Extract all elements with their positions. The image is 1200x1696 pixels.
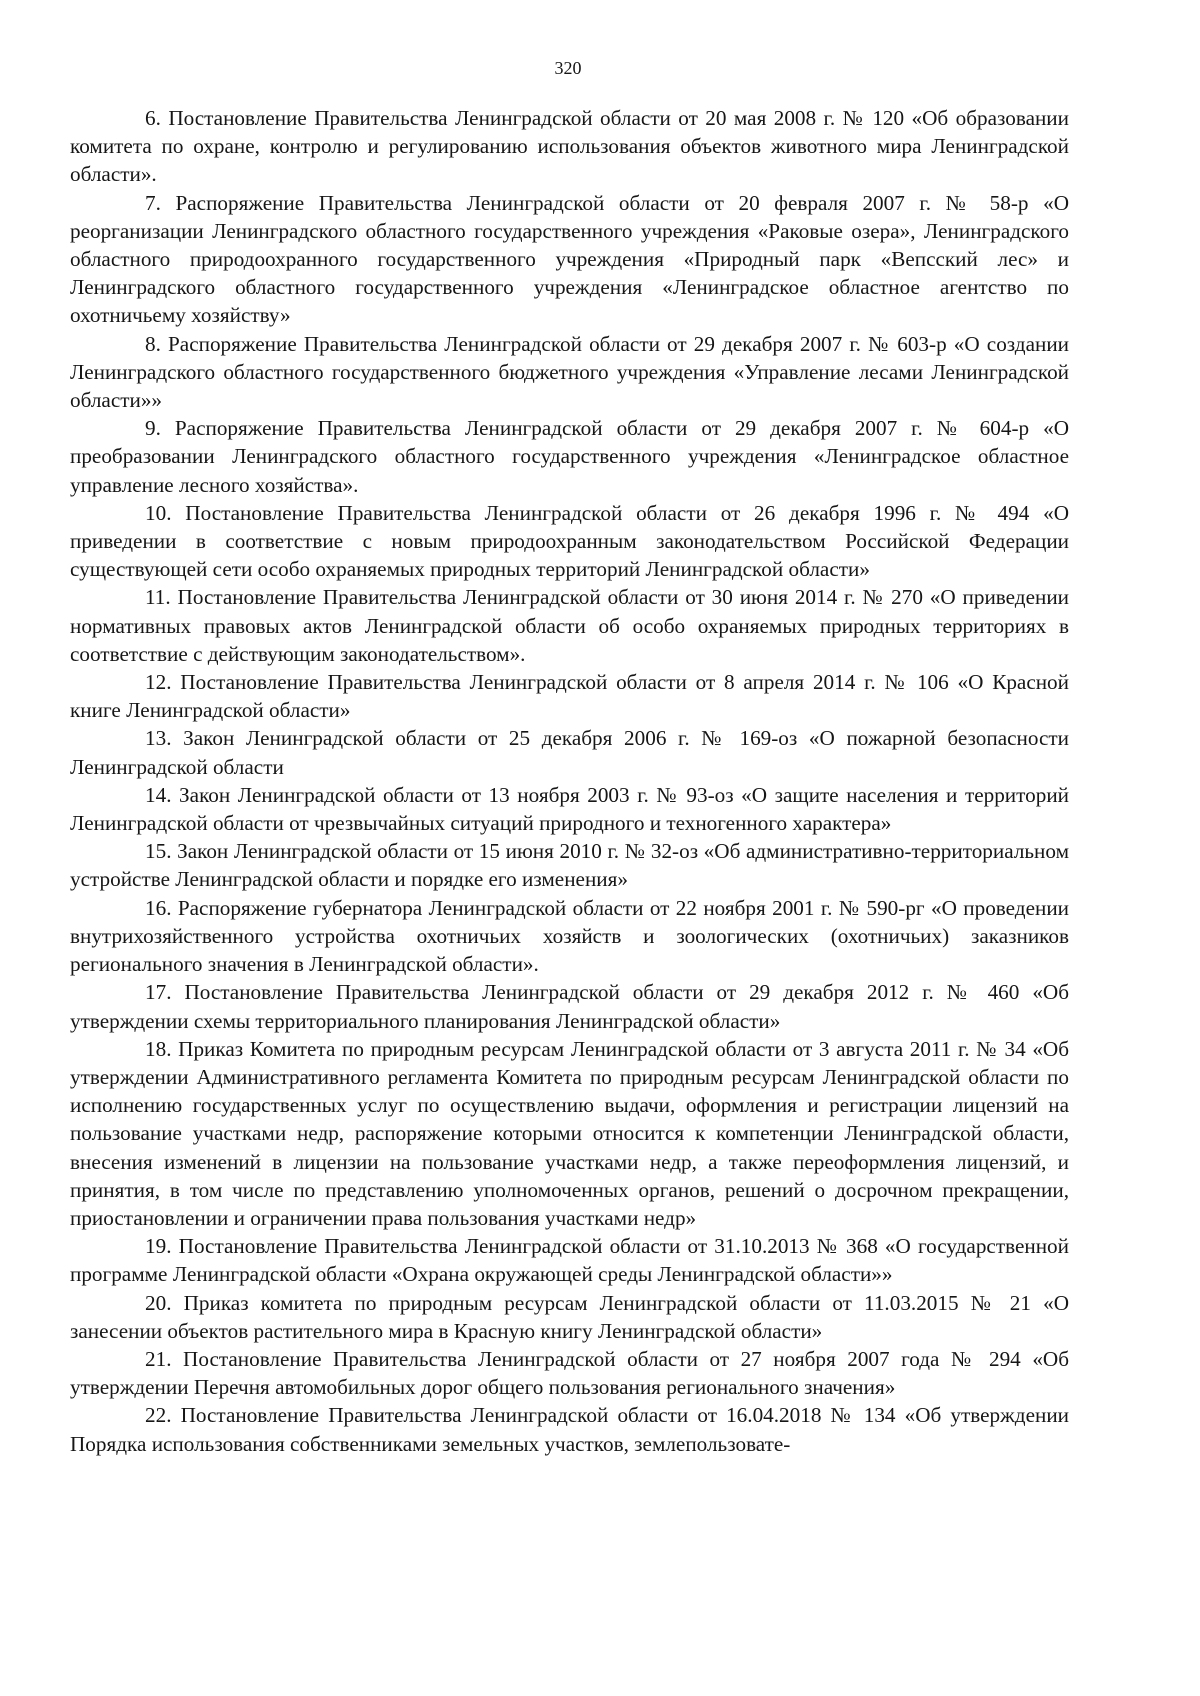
list-item-14: 14. Закон Ленинградской области от 13 ноября 2003 г. № 93-оз «О защите населения и территорий Ленинградской области от чрезвычайных ситуаций природного и техногенного характера»: [70, 782, 1069, 836]
list-item-8: 8. Распоряжение Правительства Ленинградской области от 29 декабря 2007 г. № 603-р «О создании Ленинградского областного государственного бюджетного учреждения «Управление лесами Ленинградской области»»: [70, 331, 1069, 413]
list-item-6: 6. Постановление Правительства Ленинградской области от 20 мая 2008 г. № 120 «Об образовании комитета по охране, контролю и регулированию использования объектов животного мира Ленинградской области».: [70, 106, 1069, 187]
list-item-11: 11. Постановление Правительства Ленинградской области от 30 июня 2014 г. № 270 «О приведении нормативных правовых актов Ленинградской области об особо охраняемых природных территориях в соответствие с действующим законодательством».: [70, 585, 1069, 666]
list-item-13: 13. Закон Ленинградской области от 25 декабря 2006 г. № 169-оз «О пожарной безопасности Ленинградской области: [70, 726, 1069, 779]
list-item-15: 15. Закон Ленинградской области от 15 июня 2010 г. № 32-оз «Об административно-территориальном устройстве Ленинградской области и порядке его изменения»: [70, 839, 1069, 892]
list-item-16: 16. Распоряжение губернатора Ленинградской области от 22 ноября 2001 г. № 590-рг «О проведении внутрихозяйственного устройства охотничьих хозяйств и зоологических (охотничьих) заказников регионального значения в Ленинградской области».: [70, 895, 1069, 977]
list-item-18: 18. Приказ Комитета по природным ресурсам Ленинградской области от 3 августа 2011 г. № 34 «Об утверждении Административного регламента Комитета по природным ресурсам Ленинградской области по исполнению государственных услуг по осуществлению выдачи, оформления и регистрации лицензий на пользование участками недр, распоряжение которыми относится к компетенции Ленинградской области, внесения изменений в лицензии на пользование участками недр, а также переоформления лицензий, и принятия, в том числе по представлению уполномоченных органов, решений о досрочном прекращении, приостановлении и ограничении права пользования участками недр»: [70, 1036, 1069, 1230]
list-item-9: 9. Распоряжение Правительства Ленинградской области от 29 декабря 2007 г. № 604-р «О преобразовании Ленинградского областного государственного учреждения «Ленинградское областное управление лесного хозяйства».: [70, 416, 1069, 497]
document-body: [70, 104, 1069, 1458]
list-item-10: 10. Постановление Правительства Ленинградской области от 26 декабря 1996 г. № 494 «О приведении в соответствие с новым природоохранным законодательством Российской Федерации существующей сети особо охраняемых природных территорий Ленинградской области»: [70, 500, 1069, 582]
list-item-21: 21. Постановление Правительства Ленинградской области от 27 ноября 2007 года № 294 «Об утверждении Перечня автомобильных дорог общего пользования регионального значения»: [70, 1346, 1069, 1400]
list-item-17: 17. Постановление Правительства Ленинградской области от 29 декабря 2012 г. № 460 «Об утверждении схемы территориального планирования Ленинградской области»: [70, 980, 1069, 1033]
list-item-19: 19. Постановление Правительства Ленинградской области от 31.10.2013 № 368 «О государственной программе Ленинградской области «Охрана окружающей среды Ленинградской области»»: [70, 1234, 1069, 1287]
list-item-20: 20. Приказ комитета по природным ресурсам Ленинградской области от 11.03.2015 № 21 «О занесении объектов растительного мира в Красную книгу Ленинградской области»: [70, 1290, 1069, 1343]
list-item-7: 7. Распоряжение Правительства Ленинградской области от 20 февраля 2007 г. № 58-р «О реорганизации Ленинградского областного государственного учреждения «Раковые озера», Ленинградского областного природоохранного государственного учреждения «Природный парк «Вепсский лес» и Ленинградского областного государственного учреждения «Ленинградское областное агентство по охотничьему хозяйству»: [70, 190, 1069, 328]
list-item-12: 12. Постановление Правительства Ленинградской области от 8 апреля 2014 г. № 106 «О Красной книге Ленинградской области»: [70, 670, 1069, 723]
page-number: 320: [554, 58, 582, 78]
list-item-22: 22. Постановление Правительства Ленинградской области от 16.04.2018 № 134 «Об утверждении Порядка использования собственниками земельных участков, землепользовате-: [70, 1403, 1069, 1456]
